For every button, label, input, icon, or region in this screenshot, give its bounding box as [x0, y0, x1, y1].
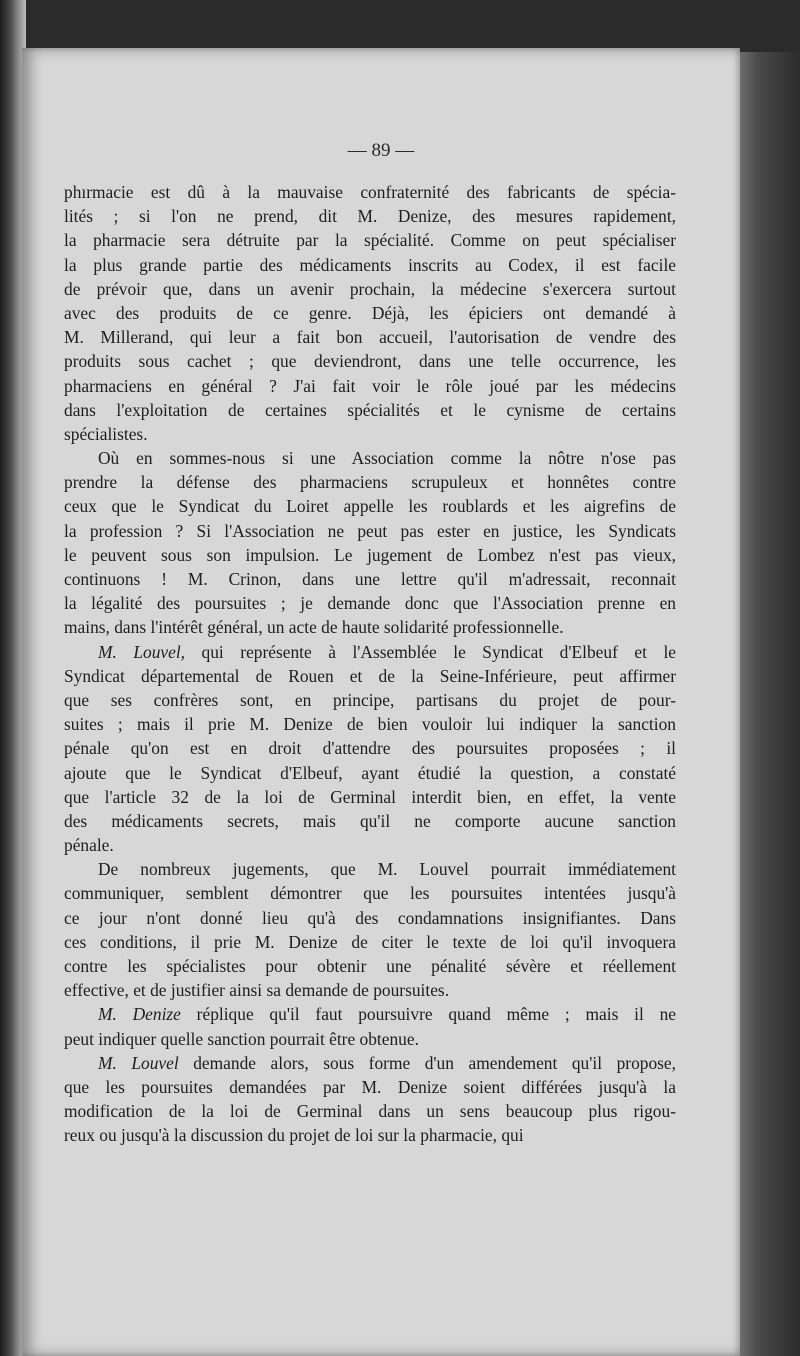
text-line — [64, 1123, 676, 1147]
line-text: spécialistes. — [64, 423, 148, 444]
line-text: Où en sommes-nous si une Association comme la nôtre n'ose pas — [98, 448, 676, 469]
text-line — [64, 761, 676, 785]
line-text: la légalité des poursuites ; je demande donc que l'Association prenne en — [64, 593, 676, 614]
text-line — [64, 519, 676, 543]
text-line — [64, 422, 676, 446]
line-text: suites ; mais il prie M. Denize de bien vouloir lui indiquer la sanction — [64, 714, 676, 735]
line-text: effective, et de justifier ainsi sa demande de poursuites. — [64, 980, 450, 1001]
text-line — [64, 470, 676, 494]
line-text: pénale qu'on est en droit d'attendre des poursuites proposées ; il — [64, 738, 676, 759]
line-text: reux ou jusqu'à la discussion du projet de loi sur la pharmacie, qui — [64, 1125, 524, 1146]
line-text: que ses confrères sont, en principe, partisans du projet de pour- — [64, 689, 676, 710]
text-line — [64, 398, 676, 422]
line-text: continuons ! M. Crinon, dans une lettre qu'il m'adressait, reconnait — [64, 569, 676, 589]
text-line — [64, 930, 676, 954]
text-line — [64, 881, 676, 905]
line-text: réplique qu'il faut poursuivre quand même ; mais il ne — [180, 1004, 676, 1025]
text-line — [64, 809, 676, 833]
line-text: le peuvent sous son impulsion. Le jugement de Lombez n'est pas vieux, — [64, 544, 676, 565]
page-body — [64, 180, 676, 1148]
text-line — [64, 301, 676, 325]
paragraph — [64, 180, 676, 446]
text-line — [64, 640, 676, 664]
paragraph — [64, 1051, 676, 1148]
text-line — [64, 712, 676, 736]
text-line — [64, 857, 676, 881]
line-text: que l'article 32 de la loi de Germinal interdit bien, en effet, la vente — [64, 786, 676, 807]
line-text: communiquer, semblent démontrer que les poursuites intentées jusqu'à — [64, 883, 676, 904]
line-text: dans l'exploitation de certaines spécialités et le cynisme de certains — [64, 399, 676, 420]
text-line — [64, 180, 676, 204]
text-line — [64, 253, 676, 277]
line-text: lités ; si l'on ne prend, dit M. Denize, des mesures rapidement, — [64, 206, 676, 227]
line-text: ce jour n'ont donné lieu qu'à des condamnations insignifiantes. Dans — [64, 907, 676, 928]
line-text: la plus grande partie des médicaments inscrits au Codex, il est facile — [64, 254, 676, 275]
text-line — [64, 785, 676, 809]
line-text: pénale. — [64, 835, 114, 856]
text-line — [64, 349, 676, 373]
line-text: Syndicat départemental de Rouen et de la Seine-Inférieure, peut affirmer — [64, 665, 676, 686]
text-line — [64, 325, 676, 349]
line-text: ceux que le Syndicat du Loiret appelle les roublards et les aigrefins de — [64, 496, 676, 517]
paragraph — [64, 640, 676, 858]
text-line — [64, 446, 676, 470]
text-line — [64, 978, 676, 1002]
line-text: produits sous cachet ; que deviendront, dans une telle occurrence, les — [64, 351, 676, 372]
line-text: modification de la loi de Germinal dans un sens beaucoup plus rigou- — [64, 1101, 676, 1122]
line-text: peut indiquer quelle sanction pourrait être obtenue. — [64, 1028, 419, 1049]
line-text: pharmaciens en général ? J'ai fait voir le rôle joué par les médecins — [64, 375, 676, 396]
text-line — [64, 664, 676, 688]
line-text: des médicaments secrets, mais qu'il ne comporte aucune sanction — [64, 810, 676, 831]
line-text: ces conditions, il prie M. Denize de citer le texte de loi qu'il invoquera — [64, 931, 676, 952]
paragraph — [64, 857, 676, 1002]
text-line — [64, 591, 676, 615]
paragraph — [64, 1002, 676, 1050]
text-line — [64, 1002, 676, 1026]
page-number: — 89 — — [347, 140, 415, 161]
page-edge — [740, 52, 800, 1356]
text-line — [64, 1099, 676, 1123]
text-line — [64, 688, 676, 712]
text-line — [64, 204, 676, 228]
text-line — [64, 1075, 676, 1099]
text-line — [64, 736, 676, 760]
line-text: la profession ? Si l'Association ne peut pas ester en justice, les Syndicats — [64, 520, 676, 541]
book-page — [22, 48, 740, 1356]
text-line — [64, 277, 676, 301]
text-line — [64, 833, 676, 857]
line-text: de prévoir que, dans un avenir prochain, la médecine s'exercera surtout — [64, 278, 676, 299]
text-line — [64, 374, 676, 398]
text-line — [64, 567, 676, 591]
line-text: prendre la défense des pharmaciens scrupuleux et honnêtes contre — [64, 472, 676, 493]
line-text: M. Millerand, qui leur a fait bon accueil, l'autorisation de vendre des — [64, 327, 676, 348]
line-text: qui représente à l'Assemblée le Syndicat d'Elbeuf et le — [185, 641, 676, 662]
speaker-name: M. Denize — [98, 1004, 181, 1025]
text-line — [64, 954, 676, 978]
speaker-name: M. Louvel, — [98, 641, 186, 662]
line-text: De nombreux jugements, que M. Louvel pourrait immédiatement — [98, 859, 676, 880]
text-line — [64, 494, 676, 518]
line-text: la pharmacie sera détruite par la spécialité. Comme on peut spécialiser — [64, 230, 676, 251]
text-line — [64, 228, 676, 252]
paragraph — [64, 446, 676, 640]
text-line — [64, 1027, 676, 1051]
line-text: phırmacie est dû à la mauvaise confraternité des fabricants de spécia- — [64, 182, 676, 202]
speaker-name: M. Louvel — [98, 1052, 179, 1073]
text-line — [64, 1051, 676, 1075]
line-text: demande alors, sous forme d'un amendement qu'il propose, — [178, 1052, 676, 1073]
text-line — [64, 543, 676, 567]
line-text: avec des produits de ce genre. Déjà, les épiciers ont demandé à — [64, 302, 676, 323]
text-line — [64, 906, 676, 930]
line-text: que les poursuites demandées par M. Denize soient différées jusqu'à la — [64, 1076, 676, 1097]
text-line — [64, 615, 676, 639]
line-text: contre les spécialistes pour obtenir une pénalité sévère et réellement — [64, 956, 676, 976]
line-text: ajoute que le Syndicat d'Elbeuf, ayant étudié la question, a constaté — [64, 762, 676, 783]
line-text: mains, dans l'intérêt général, un acte de haute solidarité professionnelle. — [64, 617, 564, 638]
